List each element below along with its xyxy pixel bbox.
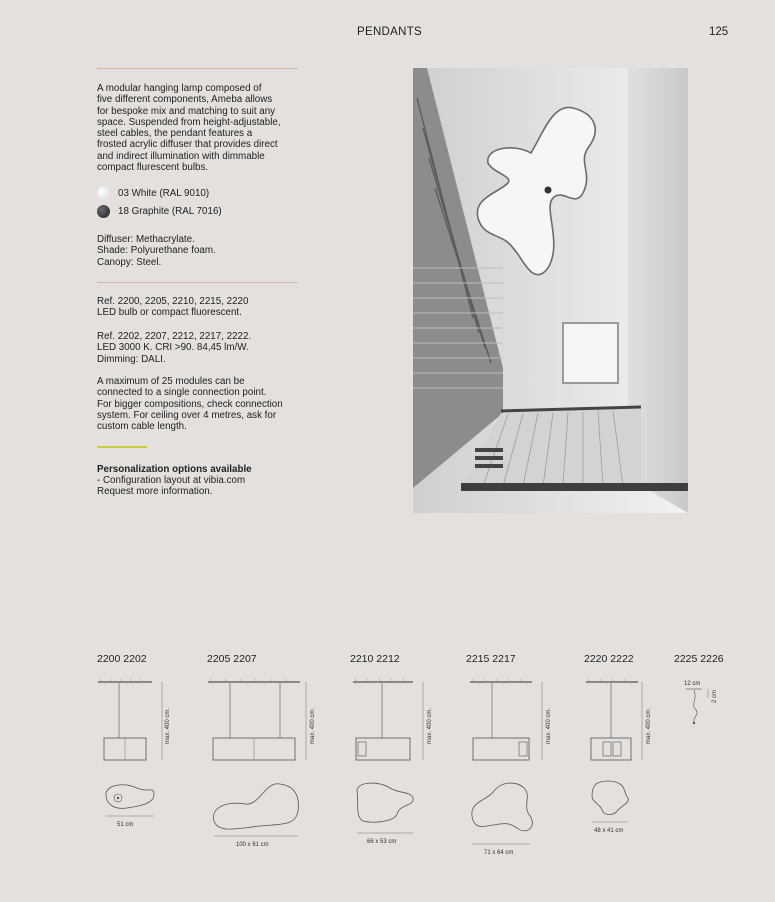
- product-ref: 2225 2226: [674, 653, 724, 665]
- divider: [97, 282, 298, 283]
- product-ref: 2200 2202: [97, 653, 147, 665]
- height-label: max. 400 cm.: [310, 707, 316, 744]
- spec-dali-text: Ref. 2202, 2207, 2212, 2217, 2222. LED 3000 K. CRI >90. 84,45 lm/W. Dimming: DALI.: [97, 331, 252, 365]
- diagram-2210: [345, 676, 445, 851]
- height-label: 2 cm: [712, 689, 718, 703]
- diagram-2215: [462, 676, 567, 861]
- accent-bar: [97, 446, 147, 448]
- diagram-2200: [92, 676, 177, 836]
- personalization-body: - Configuration layout at vibia.com Request more information.: [97, 475, 246, 498]
- white-swatch-icon: [97, 187, 110, 200]
- personalization-title: Personalization options available: [97, 464, 252, 475]
- product-photo: [413, 68, 688, 513]
- height-label: max. 400 cm.: [546, 707, 552, 744]
- product-ref: 2215 2217: [466, 653, 516, 665]
- graphite-swatch-icon: [97, 205, 110, 218]
- finish-white: [97, 187, 209, 200]
- diagram-2205: [200, 676, 330, 856]
- finish-label: 18 Graphite (RAL 7016): [118, 206, 222, 217]
- finish-label: 03 White (RAL 9010): [118, 188, 210, 199]
- height-label: max. 400 cm.: [427, 707, 433, 744]
- finish-graphite: [97, 205, 222, 218]
- plan-size-label: 51 cm: [117, 822, 134, 828]
- product-ref: 2220 2222: [584, 653, 634, 665]
- stairwell-photo-illustration: [413, 68, 688, 513]
- section-title: PENDANTS: [357, 26, 423, 38]
- diagram-2225: [680, 676, 740, 736]
- height-label: max. 400 cm.: [165, 707, 171, 744]
- plan-size-label: 48 x 41 cm: [594, 828, 624, 834]
- plan-size-label: 66 x 53 cm: [367, 839, 397, 845]
- height-label: max. 400 cm.: [646, 707, 652, 744]
- product-ref: 2210 2212: [350, 653, 400, 665]
- materials-text: Diffuser: Methacrylate. Shade: Polyurethane foam. Canopy: Steel.: [97, 234, 216, 268]
- product-ref: 2205 2207: [207, 653, 257, 665]
- diagram-2220: [582, 676, 667, 841]
- spec-led-text: Ref. 2200, 2205, 2210, 2215, 2220 LED bulb or compact fluorescent.: [97, 296, 249, 319]
- plan-size-label: 71 x 64 cm: [484, 850, 514, 856]
- width-label: 12 cm: [684, 681, 701, 687]
- page-number: 125: [709, 26, 729, 38]
- intro-paragraph: A modular hanging lamp composed of five different components, Ameba allows for bespoke mix and matching to suit any space. Suspended from height-adjustable, steel cables, the pendant features a frosted acrylic diffuser that provides direct and indirect illumination with dimmable compact flurescent bulbs.: [97, 83, 281, 174]
- divider: [97, 68, 298, 69]
- plan-size-label: 100 x 61 cm: [236, 842, 269, 848]
- modules-note: A maximum of 25 modules can be connected to a single connection point. For bigger compositions, check connection system. For ceiling over 4 metres, ask for custom cable length.: [97, 376, 283, 433]
